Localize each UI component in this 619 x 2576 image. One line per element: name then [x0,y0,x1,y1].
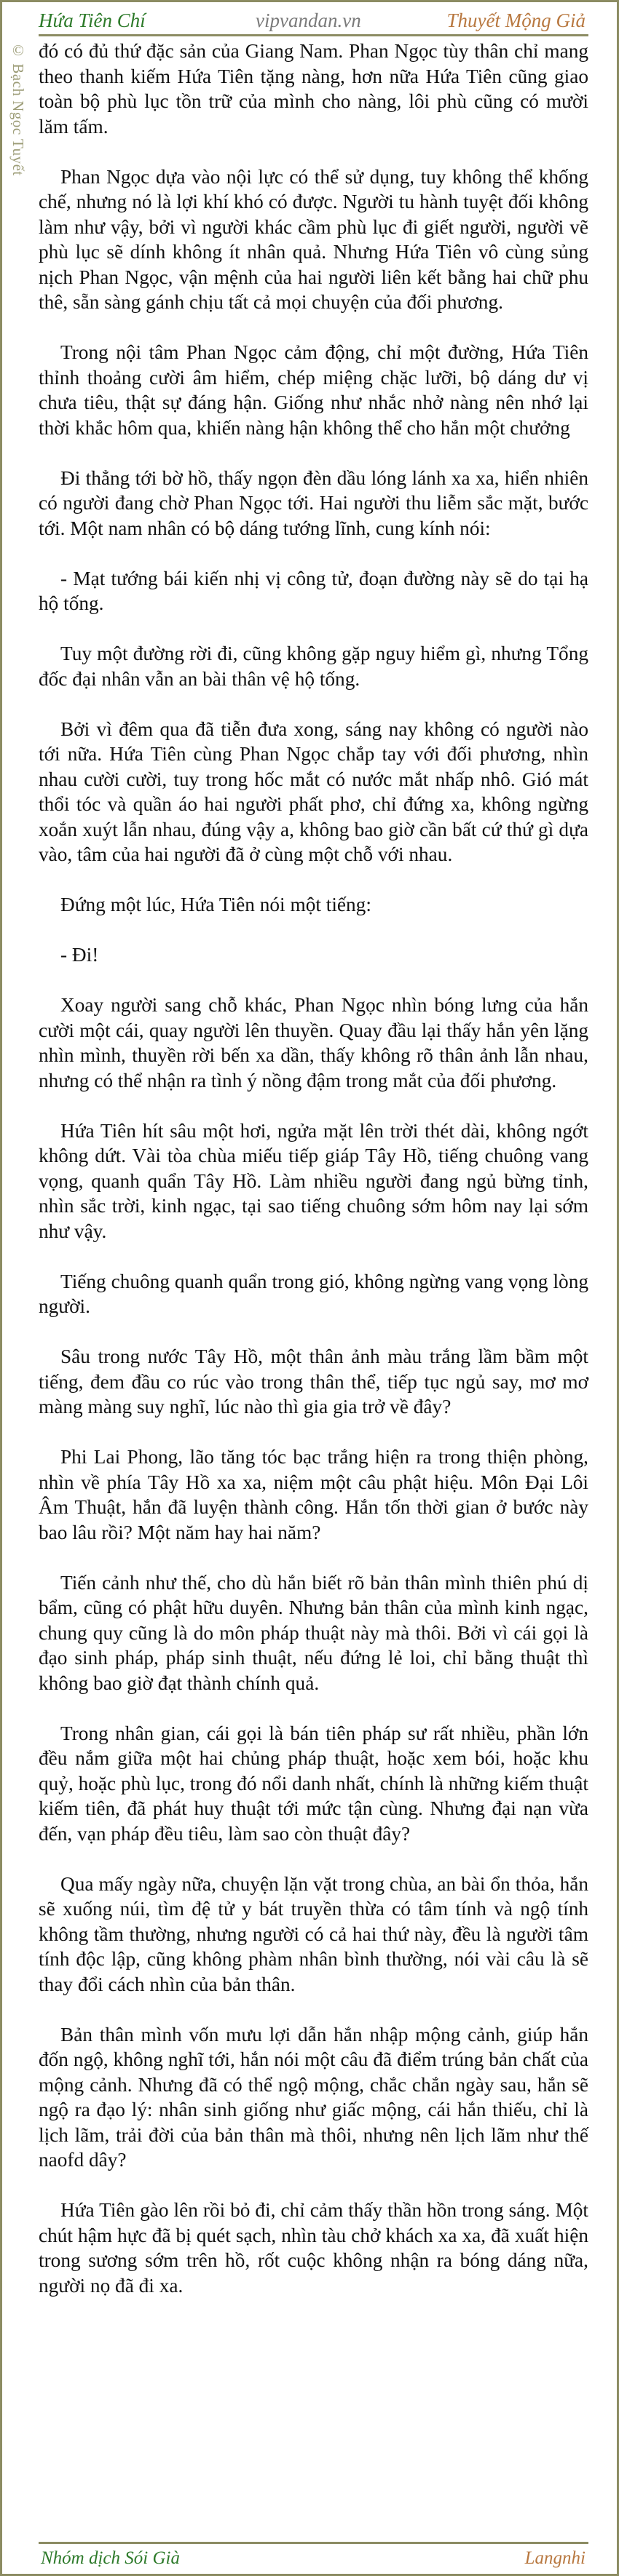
paragraph: Tiến cảnh như thế, cho dù hắn biết rõ bản thân mình thiên phú dị bẩm, cũng có phật hữu duyên. Nhưng bản thân của mình kinh ngạc, chung quy cũng là do môn pháp thuật này mà thôi. Bởi vì cái gọi là đạo sinh pháp, pháp sinh thuật, nếu đứng lẻ loi, chỉ bằng thuật thì không bao giờ đạt thành chính quả. [39,1571,588,1694]
paragraph: - Mạt tướng bái kiến nhị vị công tử, đoạn đường này sẽ do tại hạ hộ tống. [39,567,588,614]
paragraph: Phi Lai Phong, lão tăng tóc bạc trắng hiện ra trong thiện phòng, nhìn về phía Tây Hồ xa xa, niệm một câu phật hiệu. Môn Đại Lôi Âm Thuật, hắn đã luyện thành công. Hắn tốn thời gian ở bước này bao lâu rồi? Một năm hay hai năm? [39,1446,588,1543]
footer-divider [39,2542,588,2544]
copyright-watermark: © Bạch Ngọc Tuyết [9,41,27,176]
paragraph: Bởi vì đêm qua đã tiễn đưa xong, sáng nay không có người nào tới nữa. Hứa Tiên cùng Phan Ngọc chắp tay với đối phương, nhìn nhau cười cười, tuy trong hốc mắt có nước mắt nhấp nhô. Gió mát thổi tóc và quần áo hai người phất phơ, chỉ đứng xa, không ngừng xoắn xuýt lẫn nhau, đúng vậy a, không bao giờ cần bất cứ thứ gì dựa vào, tâm của hai người đã ở cùng một chỗ với nhau. [39,717,588,865]
paragraph: Phan Ngọc dựa vào nội lực có thể sử dụng, tuy không thể khống chế, nhưng nó là lợi khí khó có được. Người tu hành tuyệt đối không làm như vậy, bởi vì người khác cầm phù lục đi giết người, người vẽ phù lục sẽ dính không ít nhân quả. Nhưng Hứa Tiên vô cùng sủng nịch Phan Ngọc, vận mệnh của hai người liên kết bằng hai chữ phu thê, sẵn sàng gánh chịu tất cả mọi chuyện của đối phương. [39,165,588,313]
translator-name: Langnhi [524,2548,586,2568]
paragraph: Đi thẳng tới bờ hồ, thấy ngọn đèn dầu lóng lánh xa xa, hiển nhiên có người đang chờ Phan Ngọc tới. Hai người thu liễm sắc mặt, bước tới. Một nam nhân có bộ dáng tướng lĩnh, cung kính nói: [39,466,588,539]
chapter-text [39,39,588,2323]
paragraph: đó có đủ thứ đặc sản của Giang Nam. Phan Ngọc tùy thân chỉ mang theo thanh kiếm Hứa Tiên tặng nàng, hơn nữa Hứa Tiên cũng giao toàn bộ phù lục tồn trữ của mình cho nàng, lôi phù cũng có mười lăm tấm. [39,40,588,138]
header-divider [39,34,588,36]
paragraph: - Đi! [60,944,99,966]
paragraph: Tuy một đường rời đi, cũng không gặp nguy hiểm gì, nhưng Tổng đốc đại nhân vẫn an bài thân vệ hộ tống. [39,643,588,690]
paragraph: Sâu trong nước Tây Hồ, một thân ảnh màu trắng lầm bầm một tiếng, đem đầu co rúc vào trong thân thể, tiếp tục ngủ say, mơ mơ màng màng suy nghĩ, lúc nào thì gia gia trở về đây? [39,1345,588,1418]
page-header [39,7,588,33]
paragraph: Tiếng chuông quanh quẩn trong gió, không ngừng vang vọng lòng người. [39,1270,588,1317]
translation-group: Nhóm dịch Sói Già [41,2548,180,2568]
paragraph: Trong nội tâm Phan Ngọc cảm động, chỉ một đường, Hứa Tiên thỉnh thoảng cười âm hiểm, chép miệng chặc lưỡi, bộ dáng dư vị chưa tiêu, thật sự đáng hận. Giống như nhắc nhở nàng nên nhớ lại thời khắc hôm qua, khiến nàng hận không thể cho hắn một chưởng [39,341,588,439]
paragraph: Hứa Tiên gào lên rồi bỏ đi, chỉ cảm thấy thần hồn trong sáng. Một chút hậm hực đã bị quét sạch, nhìn tàu chở khách xa xa, đã xuất hiện trong sương sớm trên hồ, rốt cuộc không nhận ra bóng dáng nữa, người nọ đã đi xa. [39,2199,588,2297]
paragraph: Qua mấy ngày nữa, chuyện lặn vặt trong chùa, an bài ổn thỏa, hắn sẽ xuống núi, tìm đệ tử y bát truyền thừa có tâm tính và ngộ tính không tầm thường, nhưng người có cả hai thứ này, đều là người tâm tính độc lập, cũng không phàm nhân bình thường, nói vài câu là sẽ thay đổi cách nhìn của bản thân. [39,1872,588,1995]
site-name: vipvandan.vn [256,9,361,31]
paragraph: Hứa Tiên hít sâu một hơi, ngửa mặt lên trời thét dài, không ngớt không dứt. Vài tòa chùa miếu tiếp giáp Tây Hồ, tiếng chuông vang vọng, quanh quẩn Tây Hồ. Làm nhiều người đang ngủ bừng tỉnh, nhìn sắc trời, kinh ngạc, tại sao tiếng chuông sớm hôm nay lại sớm như vậy. [39,1119,588,1242]
author-name: Thuyết Mộng Giả [446,9,586,31]
paragraph: Xoay người sang chỗ khác, Phan Ngọc nhìn bóng lưng của hắn cười một cái, quay người lên thuyền. Quay đầu lại thấy hắn yên lặng nhìn mình, thuyền rời bến xa dần, thấy không rõ thân ảnh lẫn nhau, nhưng có thể nhận ra tình ý nồng đậm trong mắt của đối phương. [39,994,588,1092]
book-title: Hứa Tiên Chí [39,9,146,31]
paragraph: Trong nhân gian, cái gọi là bán tiên pháp sư rất nhiều, phần lớn đều nắm giữa một hai chủng pháp thuật, hoặc xem bói, hoặc khu quỷ, hoặc phù lục, trong đó nổi danh nhất, chính là những kiếm thuật kiếm tiên, đã phát huy thuật tới mức tận cùng. Nhưng đại nạn vừa đến, vạn pháp đều tiêu, làm sao còn thuật đây? [39,1722,588,1845]
paragraph: Đứng một lúc, Hứa Tiên nói một tiếng: [60,894,371,915]
page-footer [39,2546,588,2575]
paragraph: Bản thân mình vốn mưu lợi dẫn hắn nhập mộng cảnh, giúp hắn đốn ngộ, không nghĩ tới, hắn nói một câu đã điểm trúng bản chất của mộng cảnh. Nhưng đã có thể ngộ mộng, chắc chắn ngày sau, hắn sẽ ngộ ra đạo lý: nhân sinh giống như giấc mộng, cái hắn thiếu, chỉ là lịch lãm, trải đời của bản thân mà thôi, nhưng nên lịch lãm như thế naofd dây? [39,2023,588,2171]
